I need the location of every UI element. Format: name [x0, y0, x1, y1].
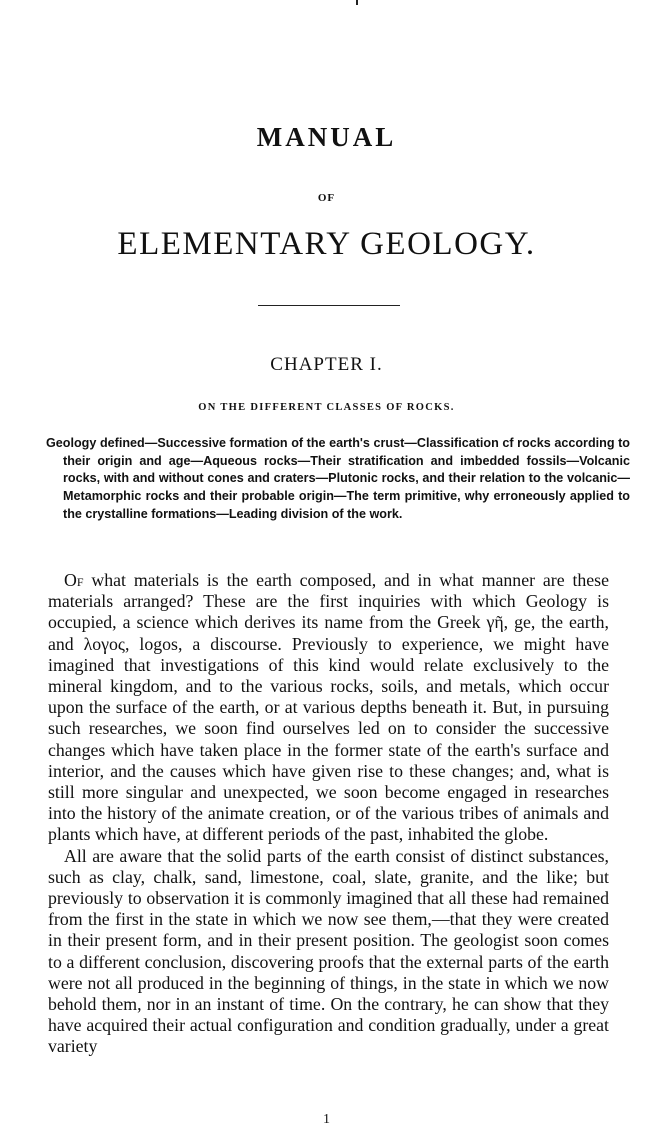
book-title-line1: MANUAL [256, 122, 397, 152]
title-divider [258, 305, 400, 306]
chapter-summary: Geology defined—Successive formation of the earth's crust—Classification cf rocks according to their origin and age—Aqueous rocks—Their stratification and imbedded fossils—Volcanic rocks, with and without cones and craters—Plutonic rocks, and their relation to the volcanic—Metamorphic rocks and their probable origin—The term primitive, why erroneously applied to the crystalline formations—Leading division of the work. [46, 436, 630, 521]
paragraph-1-text: what materials is the earth composed, and in what manner are these materials arranged? These are the first inquiries with which Geology is occupied, a science which derives its name from the Greek γῆ, ge, the earth, and λογος, logos, a discourse. Previously to experience, we might have imagined that investigations of this kind would relate exclusively to the mineral kingdom, and to the various rocks, soils, and metals, which occur upon the surface of the earth, or at various depths beneath it. But, in pursuing such researches, we soon find ourselves led on to consider the successive changes which have taken place in the former state of the earth's surface and interior, and the causes which have given rise to these changes; and, what is still more singular and unexpected, we soon become engaged in researches into the history of the animate creation, or of the various tribes of animals and plants which have, at different periods of the past, inhabited the globe. [48, 570, 609, 845]
chapter-heading: CHAPTER I. [270, 354, 383, 375]
chapter-subtitle: ON THE DIFFERENT CLASSES OF ROCKS. [198, 402, 455, 413]
body-text [48, 570, 609, 1058]
book-title-of: OF [317, 192, 336, 204]
paragraph-1 [48, 570, 609, 846]
paragraph-2: All are aware that the solid parts of the earth consist of distinct substances, such as clay, chalk, sand, limestone, coal, slate, granite, and the like; but previously to observation it is commonly imagined that all these had remained from the first in the state in which we now see them,—that they were created in their present form, and in their present position. The geologist soon comes to a different conclusion, discovering proofs that the external parts of the earth were not all produced in the beginning of things, in the state in which we now behold them, nor in an instant of time. On the contrary, he can show that they have acquired their actual configuration and condition gradually, under a great variety [48, 845, 609, 1057]
page-mark [356, 0, 358, 5]
drop-word: Of [64, 570, 84, 590]
page-number: 1 [323, 1112, 330, 1127]
book-title-line2: ELEMENTARY GEOLOGY. [117, 226, 536, 262]
